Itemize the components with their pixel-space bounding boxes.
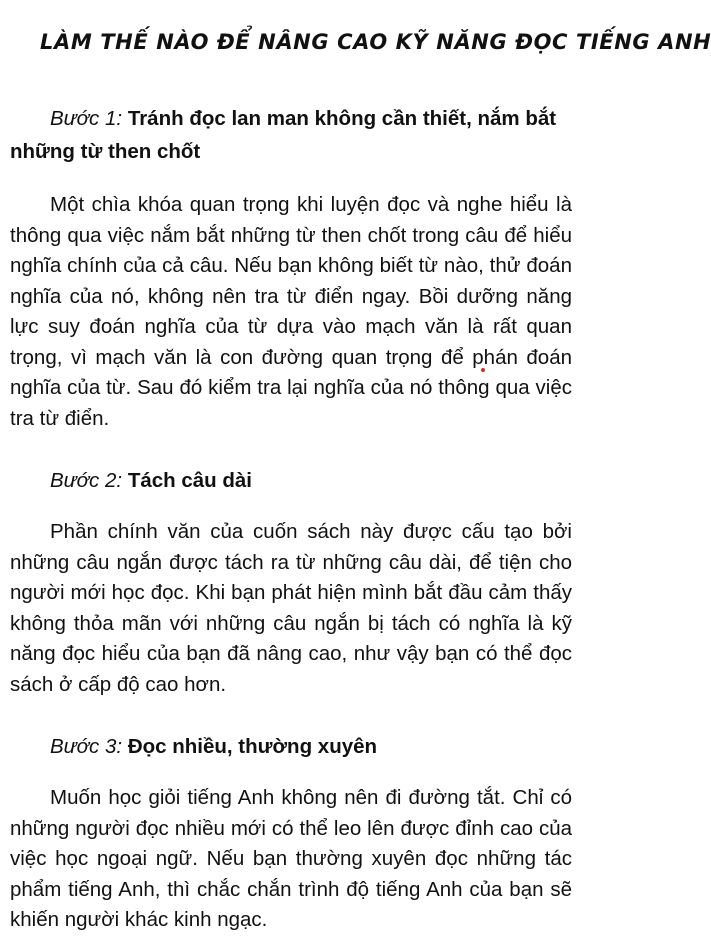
step-3-label: Bước 3: <box>50 735 123 758</box>
step-1-body: Một chìa khóa quan trọng khi luyện đọc và nghe hiểu là thông qua việc nắm bắt những từ then chốt trong câu để hiểu nghĩa chính của cả câu. Nếu bạn không biết từ nào, thử đoán nghĩa của nó, không nên tra từ điển ngay. Bồi dưỡng năng lực suy đoán nghĩa của từ dựa vào mạch văn là rất quan trọng, vì mạch văn là con đường quan trọng để phán đoán nghĩa của từ. Sau đó kiểm tra lại nghĩa của nó thông qua việc tra từ điển. <box>10 193 572 430</box>
step-2-heading <box>10 464 572 497</box>
step-1-heading <box>10 102 572 168</box>
ink-dot <box>481 368 485 372</box>
step-2-body: Phần chính văn của cuốn sách này được cấu tạo bởi những câu ngắn được tách ra từ những câu dài, để tiện cho người mới học đọc. Khi bạn phát hiện mình bắt đầu cảm thấy không thỏa mãn với những câu ngắn bị tách có nghĩa là kỹ năng đọc hiểu của bạn đã nâng cao, như vậy bạn có thể đọc sách ở cấp độ cao hơn. <box>10 520 572 696</box>
step-3-title: Đọc nhiều, thường xuyên <box>127 735 378 758</box>
step-2-title: Tách câu dài <box>127 469 252 492</box>
step-1-section <box>10 102 572 434</box>
page-title: LÀM THẾ NÀO ĐỂ NÂNG CAO KỸ NĂNG ĐỌC TIẾNG ANH <box>40 30 711 54</box>
step-3-section <box>10 730 572 936</box>
step-1-title: Tránh đọc lan man không cần thiết, nắm bắt những từ then chốt <box>10 107 557 163</box>
step-3-heading <box>10 730 572 763</box>
step-2-section <box>10 464 572 700</box>
step-3-body: Muốn học giỏi tiếng Anh không nên đi đường tắt. Chỉ có những người đọc nhiều mới có thể leo lên được đỉnh cao của việc học ngoại ngữ. Nếu bạn thường xuyên đọc những tác phẩm tiếng Anh, thì chắc chắn trình độ tiếng Anh của bạn sẽ khiến người khác kinh ngạc. <box>10 786 572 931</box>
step-1-label: Bước 1: <box>50 107 123 130</box>
step-2-label: Bước 2: <box>50 469 123 492</box>
